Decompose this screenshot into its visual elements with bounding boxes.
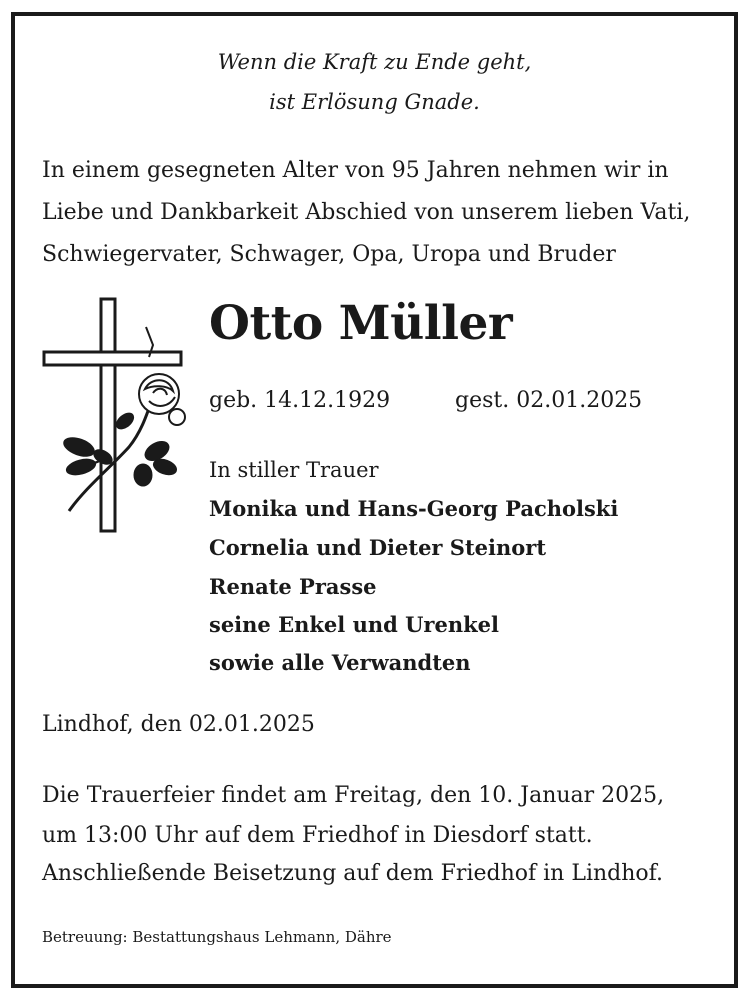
mourning-intro: In stiller Trauer <box>209 458 379 482</box>
intro-line-2: Liebe und Dankbarkeit Abschied von unserem lieben Vati, <box>42 200 691 225</box>
mourner-5: sowie alle Verwandten <box>209 650 471 675</box>
cross-with-rose-icon <box>41 297 186 535</box>
mourner-2: Cornelia und Dieter Steinort <box>209 535 547 560</box>
quote-line-1: Wenn die Kraft zu Ende geht, <box>217 50 532 74</box>
deceased-name: Otto Müller <box>209 296 513 351</box>
obituary-notice <box>11 12 738 988</box>
quote-line-2: ist Erlösung Gnade. <box>269 90 480 114</box>
funeral-line-2: um 13:00 Uhr auf dem Friedhof in Diesdorf statt. <box>42 823 593 848</box>
funeral-home-credit: Betreuung: Bestattungshaus Lehmann, Dähre <box>42 928 392 946</box>
mourner-1: Monika und Hans-Georg Pacholski <box>209 496 619 521</box>
intro-line-3: Schwiegervater, Schwager, Opa, Uropa und Bruder <box>42 242 616 267</box>
mourner-4: seine Enkel und Urenkel <box>209 612 500 637</box>
funeral-line-3: Anschließende Beisetzung auf dem Friedhof in Lindhof. <box>42 861 663 886</box>
funeral-line-1: Die Trauerfeier findet am Freitag, den 10. Januar 2025, <box>42 783 665 808</box>
mourner-3: Renate Prasse <box>209 574 377 599</box>
place-and-date: Lindhof, den 02.01.2025 <box>42 712 315 737</box>
intro-line-1: In einem gesegneten Alter von 95 Jahren nehmen wir in <box>42 158 669 183</box>
birth-date: geb. 14.12.1929 <box>209 388 391 413</box>
death-date: gest. 02.01.2025 <box>455 388 643 413</box>
